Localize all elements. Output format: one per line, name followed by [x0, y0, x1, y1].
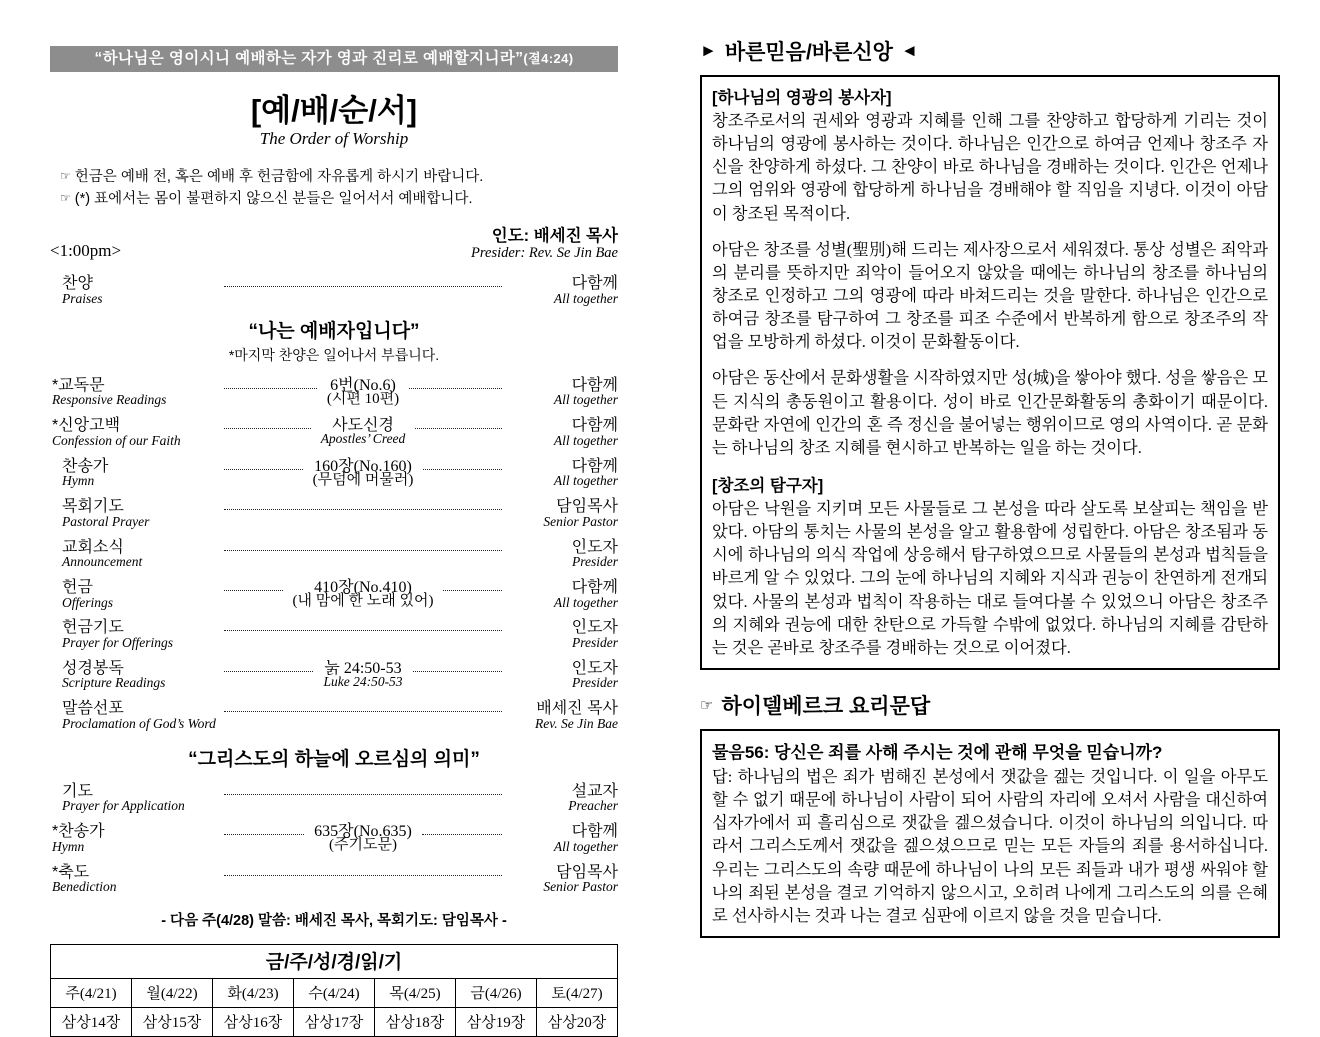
- order-item: [50, 417, 618, 448]
- order-item-detail: [218, 275, 508, 287]
- leader-en: Senior Pastor: [543, 513, 618, 529]
- order-item-detail: [218, 783, 508, 795]
- note-text: (*) 표에서는 몸이 불편하지 않으신 분들은 일어서서 예배합니다.: [74, 190, 473, 207]
- bible-table-title: 금/주/성/경/읽/기: [51, 945, 618, 979]
- order-item-detail: [218, 660, 508, 690]
- leader-ko: 다함께: [571, 823, 618, 841]
- order-item-name: [50, 498, 218, 529]
- leader-ko: 다함께: [571, 275, 618, 293]
- verse-text: “하나님은 영이시니 예배하는 자가 영과 진리로 예배할지니라”: [94, 50, 524, 67]
- leader-dots: [422, 823, 502, 835]
- order-item-name-ko: 말씀선포: [62, 700, 124, 718]
- order-item: [50, 579, 618, 610]
- bible-days-row: [51, 979, 618, 1008]
- pointing-hand-icon: ☞: [60, 169, 71, 184]
- faith-paragraph: 창조주로서의 권세와 영광과 지혜를 인해 그를 찬양하고 합당하게 기리는 것이 하나님의 영광에 봉사하는 것이다. 하나님은 인간으로 하여금 언제나 창조주 자신을 찬양하게 하셨다. 그 찬양이 바로 하나님을 경배하는 것이다. 인간은 언제나 그의 엄위와 영광에 합당하게 하나님을 경배해야 할 직임을 지녕다. 이것이 아담이 창조된 목적이다.: [712, 111, 1268, 223]
- order-item-name-ko: 목회기도: [62, 498, 124, 516]
- bible-day-cell: 주(4/21): [51, 979, 132, 1008]
- order-item-leader: [508, 458, 618, 489]
- order-item: [50, 275, 618, 306]
- order-item: [50, 377, 618, 408]
- order-item-leader: [508, 539, 618, 570]
- order-item-leader: [508, 823, 618, 854]
- order-item-name: [50, 864, 218, 895]
- note-text: 헌금은 예배 전, 혹은 예배 후 헌금함에 자유롭게 하시기 바랍니다.: [74, 169, 484, 186]
- bible-day-cell: 토(4/27): [537, 979, 618, 1008]
- bible-reading-cell: 삼상18장: [375, 1008, 456, 1037]
- order-item-leader: [508, 783, 618, 814]
- leader-dots: [423, 458, 502, 470]
- bible-reading-table: [50, 944, 618, 1037]
- leader-en: All together: [553, 392, 618, 408]
- leader-en: Senior Pastor: [543, 879, 618, 895]
- detail-sub: (내 맘에 한 노래 있어): [292, 593, 434, 610]
- order-item: [50, 783, 618, 814]
- left-column: [50, 46, 618, 1037]
- catechism-question: 물음56: 당신은 죄를 사해 주시는 것에 관해 무엇을 믿습니까?: [712, 742, 1163, 762]
- order-item-name-en: Scripture Readings: [62, 675, 166, 691]
- order-item-name: [50, 539, 218, 570]
- leader-dots: [224, 417, 311, 429]
- faith-heading-2: [창조의 탐구자]: [712, 476, 824, 495]
- leader-en: Presider: [572, 554, 618, 570]
- bible-day-cell: 월(4/22): [132, 979, 213, 1008]
- order-item-name-en: Confession of our Faith: [52, 432, 181, 448]
- order-item-name: [50, 700, 218, 731]
- leader-ko: 담임목사: [556, 863, 618, 881]
- order-item-leader: [508, 275, 618, 306]
- order-item-leader: [508, 579, 618, 610]
- section1-title: 바른믿음/바른신앙: [724, 41, 893, 64]
- order-item-name-ko: *축도: [52, 863, 90, 881]
- order-item: [50, 539, 618, 570]
- presider-korean: 인도: 배세진 목사: [491, 226, 618, 245]
- order-item-name-en: Responsive Readings: [52, 392, 167, 408]
- order-item-detail-text: [310, 823, 416, 853]
- verse-banner: [50, 46, 618, 72]
- order-item-name-en: Hymn: [62, 473, 95, 489]
- catechism-box: [700, 729, 1280, 938]
- leader-ko: 인도자: [571, 619, 618, 637]
- detail-en: Luke 24:50-53: [323, 674, 403, 690]
- order-item-name-en: Prayer for Offerings: [62, 635, 173, 650]
- bible-reading-cell: 삼상19장: [456, 1008, 537, 1037]
- order-item-detail-text: [289, 579, 438, 609]
- leader-ko: 담임목사: [556, 498, 618, 516]
- verse-reference: (졀4:24): [523, 51, 574, 66]
- worship-notes: [60, 167, 618, 211]
- order-item-name-ko: *교독문: [52, 376, 105, 394]
- leader-dots: [224, 783, 502, 795]
- order-item-name: [50, 377, 218, 408]
- detail-ko: 6번(No.6): [330, 376, 396, 394]
- leader-en: All together: [553, 594, 618, 610]
- triangle-right-icon: ►: [700, 41, 717, 60]
- order-item-detail: [218, 823, 508, 853]
- order-item-detail: [218, 579, 508, 609]
- order-item-leader: [508, 660, 618, 691]
- catechism-answer: 답: 하나님의 법은 죄가 범해진 본성에서 잿값을 겚는 것입니다. 이 일을 아무도 할 수 없기 때문에 하나님이 사람이 되어 사람의 자리에 오셔서 사람을 대신하여 십자가에서 피 흘리심으로 잿값을 겚으셨습니다. 이것이 하나님의 의입니다. 따라서 그리스도께서 잿값을 겚으셨으므로 믿는 모든 자들의 죄를 용서하십니다. 우리는 그리스도의 속량 때문에 하나님이 나의 모든 죄들과 내가 평생 싸워야 할 나의 죄된 본성을 결코 기억하지 않으시고, 오히려 나에게 그리스도의 의를 은혜로 선사하시는 것과 나는 결코 심판에 이르지 않을 것을 믿습니다.: [712, 766, 1268, 925]
- bible-day-cell: 화(4/23): [213, 979, 294, 1008]
- order-item-leader: [508, 498, 618, 529]
- order-item: [50, 864, 618, 895]
- order-item-name-ko: *신앙고백: [52, 417, 121, 435]
- order-item-name-ko: 기도: [62, 782, 93, 800]
- order-item-name-en: Benediction: [52, 879, 117, 895]
- detail-ko: 눍 24:50-53: [324, 659, 402, 677]
- triangle-left-icon: ◄: [900, 41, 918, 60]
- order-item-detail-text: [323, 377, 403, 407]
- right-column: [700, 36, 1280, 938]
- faith-article-box: [700, 75, 1280, 670]
- order-item-detail-text: [309, 458, 418, 488]
- section2-title: 하이델베르크 요리문답: [721, 694, 931, 718]
- leader-dots: [224, 458, 303, 470]
- leader-en: All together: [553, 290, 618, 306]
- order-item-detail: [218, 458, 508, 488]
- order-item-detail: [218, 864, 508, 876]
- order-item-detail: [218, 417, 508, 447]
- title-block: [50, 94, 618, 149]
- order-item-name-ko: 찬송가: [62, 457, 109, 475]
- order-item: [50, 458, 618, 489]
- order-item: [50, 700, 618, 731]
- faith-paragraph: 아담은 창조를 성별(聖別)해 드리는 제사장으로서 세워졌다. 통상 성별은 죄악과의 분리를 뜻하지만 죄악이 들어오지 않았을 때에는 하나님의 창조를 하나님의 창조로 인정하고 그의 영광에 따라 바쳐드리는 것을 말한다. 하나님은 인간으로 하여금 창조를 탐구하여 그 창조를 피조 수준에서 반복하게 함으로 창조주의 작업을 모방하게 하셨다. 이것이 문화활동이다.: [712, 239, 1268, 352]
- leader-dots: [224, 275, 502, 287]
- order-item: [50, 498, 618, 529]
- order-item-name: [50, 619, 218, 650]
- order-item-detail: [218, 700, 508, 712]
- leader-ko: 다함께: [571, 578, 618, 596]
- leader-dots: [224, 539, 502, 551]
- bible-reading-cell: 삼상15장: [132, 1008, 213, 1037]
- order-item-leader: [508, 417, 618, 448]
- order-item-name-ko: 찬양: [62, 275, 93, 293]
- order-item-name-en: Hymn: [52, 838, 85, 854]
- order-item-detail: [218, 539, 508, 551]
- order-item-leader: [508, 377, 618, 408]
- bible-reading-cell: 삼상17장: [294, 1008, 375, 1037]
- leader-dots: [224, 864, 502, 876]
- order-item-detail: [218, 498, 508, 510]
- leader-ko: 인도자: [571, 659, 618, 677]
- detail-sub: (무덤에 머물러): [312, 471, 414, 488]
- detail-ko: 160장(No.160): [314, 457, 412, 475]
- leader-ko: 인도자: [571, 538, 618, 556]
- detail-ko: 사도신경: [332, 417, 394, 435]
- order-item-name-ko: 성경봉독: [62, 659, 124, 677]
- bible-reading-cell: 삼상20장: [537, 1008, 618, 1037]
- faith-paragraph: 아담은 동산에서 문화생활을 시작하였지만 성(城)을 쌓아야 했다. 성을 쌓음은 모든 지식의 총동원이고 활용이다. 성이 바로 인간문화활동의 총화이기 때문이다. 문화란 자연에 인간의 혼 즉 정신을 불어넣는 행위이므로 영의 사역이다. 곧 문화는 하나님의 창조 지혜를 현시하고 반복하는 일을 하는 것이다.: [712, 368, 1268, 457]
- order-item-leader: [508, 619, 618, 650]
- praise-note: *마지막 찬양은 일어나서 부릅니다.: [228, 346, 440, 363]
- presider-english: Presider: Rev. Se Jin Bae: [471, 245, 618, 262]
- leader-en: All together: [553, 838, 618, 854]
- detail-ko: 635장(No.635): [314, 823, 412, 841]
- leader-dots: [443, 579, 502, 591]
- order-item-detail-text: [317, 417, 410, 447]
- bible-reading-cell: 삼상14장: [51, 1008, 132, 1037]
- order-item-name-ko: *찬송가: [52, 823, 105, 841]
- sermon-title: “그리스도의 하늘에 오르심의 의미”: [188, 748, 480, 770]
- order-item-name: [50, 579, 218, 610]
- order-item-name: [50, 660, 218, 691]
- order-item-name-en: Proclamation of God’s Word: [62, 715, 216, 731]
- leader-en: All together: [553, 432, 618, 448]
- order-item-name: [50, 458, 218, 489]
- order-item-name: [50, 275, 218, 306]
- page-title-korean: [예/배/순/서]: [250, 93, 418, 129]
- leader-en: All together: [553, 473, 618, 489]
- page-title-english: The Order of Worship: [259, 129, 409, 149]
- order-item-detail: [218, 619, 508, 631]
- order-item-name-en: Offerings: [62, 594, 114, 610]
- order-item-detail-text: [319, 660, 406, 690]
- faith-paragraph: 아담은 낙원을 지키며 모든 사물들로 그 본성을 따라 살도록 보살피는 책임을 받았다. 아담의 통치는 사물의 본성을 알고 활용함에 성립한다. 아담은 창조됨과 동시에 하나님의 의식 작업에 상응해서 탐구하였으므로 사물들의 본성과 법칙들을 바르게 알 수 있었다. 그의 눈에 하나님의 지혜와 지식과 권능이 찬연하게 전개되었다. 사물의 본성과 법칙이 작용하는 대로 들여다볼 수 있었으니 아담은 창조주의 지혜와 권능에 대한 찬탄으로 가득할 수밖에 없었다. 하나님의 지혜를 감탄하는 것은 곧바로 창조주를 경배하는 것으로 이어졌다.: [712, 498, 1268, 657]
- service-time-row: [50, 227, 618, 262]
- pointing-hand-icon: ☞: [700, 696, 714, 714]
- bible-day-cell: 수(4/24): [294, 979, 375, 1008]
- leader-dots: [224, 619, 502, 631]
- detail-sub: (주기도문): [329, 837, 397, 854]
- order-item: [50, 660, 618, 691]
- order-item-name: [50, 417, 218, 448]
- order-item: [50, 619, 618, 650]
- leader-dots: [224, 700, 502, 712]
- order-of-worship-list: [50, 275, 618, 895]
- leader-en: Rev. Se Jin Bae: [535, 715, 618, 731]
- leader-dots: [224, 377, 317, 389]
- leader-ko: 다함께: [571, 457, 618, 475]
- order-item: [50, 823, 618, 854]
- order-item-name-ko: 헌금기도: [62, 619, 124, 637]
- leader-dots: [224, 660, 313, 672]
- next-week-note: - 다음 주(4/28) 말씀: 배세진 목사, 목회기도: 담임목사 -: [161, 913, 507, 930]
- note-item: [60, 167, 618, 189]
- leader-dots: [224, 823, 304, 835]
- leader-en: Presider: [572, 635, 618, 650]
- order-item-detail: [218, 377, 508, 407]
- detail-en: Apostles’ Creed: [320, 431, 406, 447]
- leader-dots: [415, 417, 502, 429]
- leader-dots: [224, 498, 502, 510]
- bible-readings-row: [51, 1008, 618, 1037]
- leader-dots: [409, 377, 502, 389]
- bible-day-cell: 목(4/25): [375, 979, 456, 1008]
- order-item-name-en: Prayer for Application: [62, 798, 185, 814]
- detail-sub: (시편 10편): [326, 391, 400, 408]
- leader-ko: 배세진 목사: [536, 700, 618, 718]
- service-time: <1:00pm>: [50, 241, 122, 261]
- bible-day-cell: 금(4/26): [456, 979, 537, 1008]
- order-item-name-en: Announcement: [62, 554, 143, 570]
- leader-en: Preacher: [568, 798, 618, 814]
- section-header-catechism: [700, 690, 1280, 720]
- order-item-name-en: Praises: [62, 290, 103, 306]
- order-item-name: [50, 783, 218, 814]
- order-item-name: [50, 823, 218, 854]
- order-item-name-en: Pastoral Prayer: [62, 513, 150, 529]
- leader-dots: [224, 579, 283, 591]
- praise-title: “나는 예배자입니다”: [248, 320, 420, 342]
- detail-ko: 410장(No.410): [314, 578, 412, 596]
- leader-ko: 설교자: [571, 782, 618, 800]
- pointing-hand-icon: ☞: [60, 190, 71, 205]
- bible-reading-cell: 삼상16장: [213, 1008, 294, 1037]
- order-item-name-ko: 교회소식: [62, 538, 124, 556]
- note-item: [60, 189, 618, 211]
- leader-ko: 다함께: [571, 417, 618, 435]
- leader-dots: [413, 660, 502, 672]
- section-header-right-faith: [700, 36, 1280, 66]
- order-item-leader: [508, 700, 618, 731]
- order-item-leader: [508, 864, 618, 895]
- table-title-row: [51, 945, 618, 979]
- faith-heading-1: [하나님의 영광의 봉사자]: [712, 89, 892, 107]
- leader-en: Presider: [572, 675, 618, 691]
- order-item-name-ko: 헌금: [62, 578, 93, 596]
- leader-ko: 다함께: [571, 376, 618, 394]
- presider-block: [471, 227, 618, 262]
